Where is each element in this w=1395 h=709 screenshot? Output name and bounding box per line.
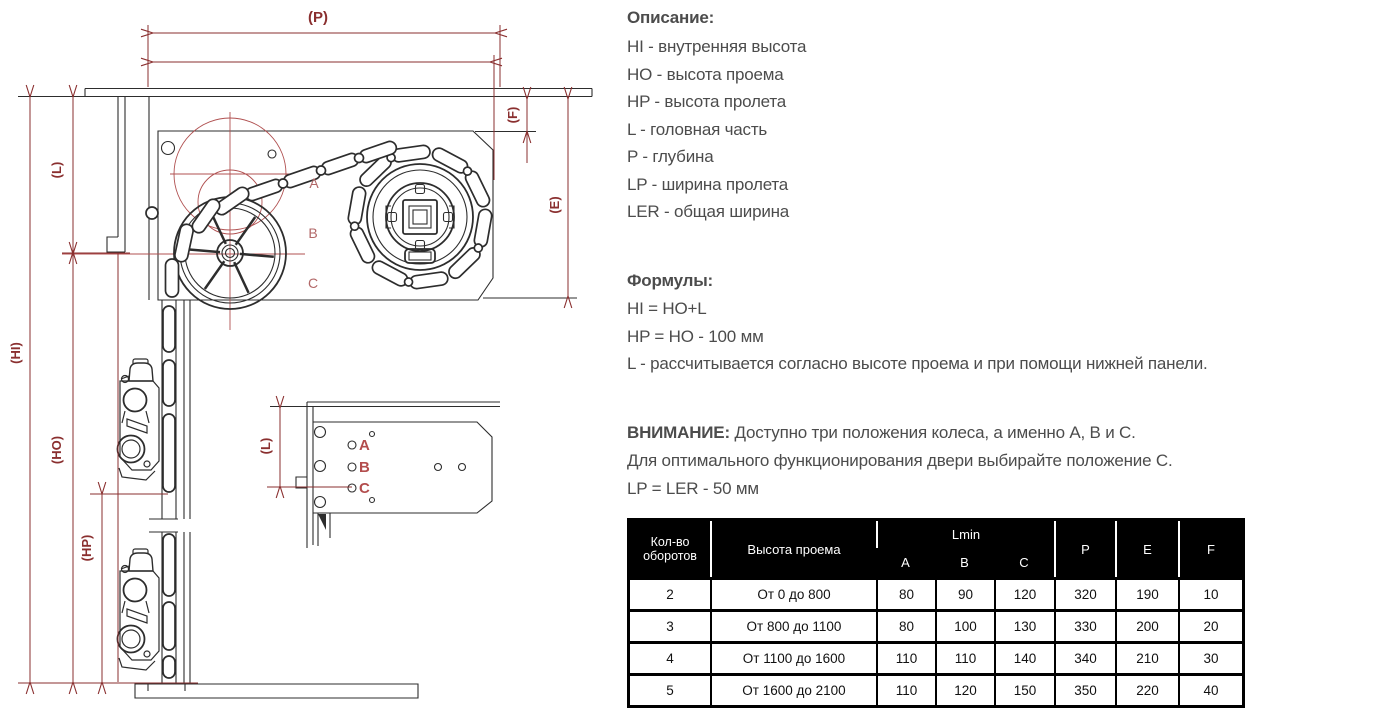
cell: 210 bbox=[1115, 641, 1178, 673]
dimension-e bbox=[547, 99, 568, 296]
door-head-section-drawing bbox=[0, 0, 618, 709]
chain-sprocket bbox=[367, 164, 473, 270]
cell: От 1600 до 2100 bbox=[710, 673, 876, 705]
cell: От 800 до 1100 bbox=[710, 609, 876, 641]
description-item: P - глубина bbox=[627, 147, 714, 166]
detail-position-c: C bbox=[359, 480, 370, 497]
col-header-lmin-a: A bbox=[876, 548, 935, 577]
col-header-opening-height: Высота проема bbox=[710, 521, 876, 577]
cell: 10 bbox=[1178, 577, 1242, 609]
col-header-p: P bbox=[1054, 521, 1115, 577]
table-row bbox=[630, 577, 1242, 609]
cell: 4 bbox=[630, 641, 710, 673]
break-symbol bbox=[140, 519, 212, 532]
cell: 110 bbox=[935, 641, 994, 673]
extension-lines bbox=[62, 253, 168, 682]
cell: 90 bbox=[935, 577, 994, 609]
cell: 80 bbox=[876, 609, 935, 641]
dim-label-hp: (HP) bbox=[79, 534, 94, 562]
cell: От 1100 до 1600 bbox=[710, 641, 876, 673]
wheel-position-a: A bbox=[309, 175, 319, 191]
col-header-turns: Кол-во оборотов bbox=[630, 521, 710, 577]
description-item: LP - ширина пролета bbox=[627, 174, 789, 194]
warning-block bbox=[627, 419, 1172, 503]
col-header-lmin-b: B bbox=[935, 548, 994, 577]
cell: 110 bbox=[876, 673, 935, 705]
formulas-list bbox=[627, 295, 1208, 378]
dimension-l bbox=[49, 97, 73, 252]
cell: 200 bbox=[1115, 609, 1178, 641]
dimension-hp bbox=[79, 494, 102, 682]
detail-position-a: A bbox=[359, 437, 370, 454]
formula-item: L - рассчитывается согласно высоте проема и при помощи нижней панели. bbox=[627, 354, 1208, 373]
description-list bbox=[627, 33, 806, 226]
col-header-lmin: Lmin bbox=[876, 521, 1054, 548]
wheel-position-b: B bbox=[308, 225, 318, 241]
wall-angle bbox=[107, 97, 149, 300]
ceiling bbox=[18, 89, 592, 97]
warning-label: ВНИМАНИЕ: bbox=[627, 423, 730, 442]
chain-ring bbox=[347, 145, 492, 290]
vertical-track bbox=[162, 300, 190, 683]
cell: 190 bbox=[1115, 577, 1178, 609]
cell: 340 bbox=[1054, 641, 1115, 673]
cell: 40 bbox=[1178, 673, 1242, 705]
formulas-heading: Формулы: bbox=[627, 271, 714, 290]
detail-position-b: B bbox=[359, 459, 370, 476]
dim-label-f: (F) bbox=[505, 106, 520, 124]
cell: 120 bbox=[935, 673, 994, 705]
cell: 2 bbox=[630, 577, 710, 609]
spec-table-wrap bbox=[627, 518, 1245, 708]
spec-table bbox=[627, 518, 1245, 708]
dimension-ho bbox=[49, 254, 73, 682]
cell: 120 bbox=[994, 577, 1054, 609]
description-item: L - головная часть bbox=[627, 119, 768, 139]
wheel-position-c: C bbox=[307, 275, 319, 291]
cell: 20 bbox=[1178, 609, 1242, 641]
floor-slab bbox=[18, 683, 418, 698]
cell: 30 bbox=[1178, 641, 1242, 673]
col-header-e: E bbox=[1115, 521, 1178, 577]
description-item: LER - общая ширина bbox=[627, 202, 790, 221]
description-item: HP - высота пролета bbox=[627, 92, 787, 111]
warning-line-2: Для оптимального функционирования двери выбирайте положение C. bbox=[627, 451, 1173, 470]
table-row bbox=[630, 673, 1242, 705]
dim-label-e: (E) bbox=[547, 196, 562, 214]
cell: 140 bbox=[994, 641, 1054, 673]
warning-text-1: Доступно три положения колеса, а именно A, B и C. bbox=[734, 423, 1136, 442]
formula-item: HI = HO+L bbox=[627, 299, 707, 318]
cell: 150 bbox=[994, 673, 1054, 705]
col-header-lmin-c: C bbox=[994, 548, 1054, 577]
cell: 100 bbox=[935, 609, 994, 641]
detail-view-plate bbox=[258, 402, 500, 548]
dim-label-ho: (HO) bbox=[49, 435, 64, 465]
description-heading: Описание: bbox=[627, 8, 715, 27]
roller-assembly-lower bbox=[118, 549, 160, 670]
cell: 80 bbox=[876, 577, 935, 609]
cell: От 0 до 800 bbox=[710, 577, 876, 609]
cell: 110 bbox=[876, 641, 935, 673]
cell: 350 bbox=[1054, 673, 1115, 705]
cell: 130 bbox=[994, 609, 1054, 641]
dimension-hi bbox=[8, 97, 30, 682]
cell: 330 bbox=[1054, 609, 1115, 641]
roller-assembly-upper bbox=[118, 359, 160, 480]
description-item: HO - высота проема bbox=[627, 64, 784, 84]
table-row bbox=[630, 641, 1242, 673]
cell: 3 bbox=[630, 609, 710, 641]
col-header-f: F bbox=[1178, 521, 1242, 577]
warning-line-3: LP = LER - 50 мм bbox=[627, 479, 759, 498]
description-item: HI - внутренняя высота bbox=[627, 37, 807, 56]
table-row bbox=[630, 609, 1242, 641]
cell: 220 bbox=[1115, 673, 1178, 705]
warning-line-1 bbox=[627, 419, 1172, 447]
dim-label-p: (P) bbox=[308, 9, 328, 26]
dim-label-l: (L) bbox=[49, 161, 64, 179]
cell: 320 bbox=[1054, 577, 1115, 609]
formula-item: HP = HO - 100 мм bbox=[627, 326, 764, 346]
cell: 5 bbox=[630, 673, 710, 705]
dim-label-hi: (HI) bbox=[8, 342, 23, 364]
dim-label-detail-l: (L) bbox=[258, 437, 273, 455]
